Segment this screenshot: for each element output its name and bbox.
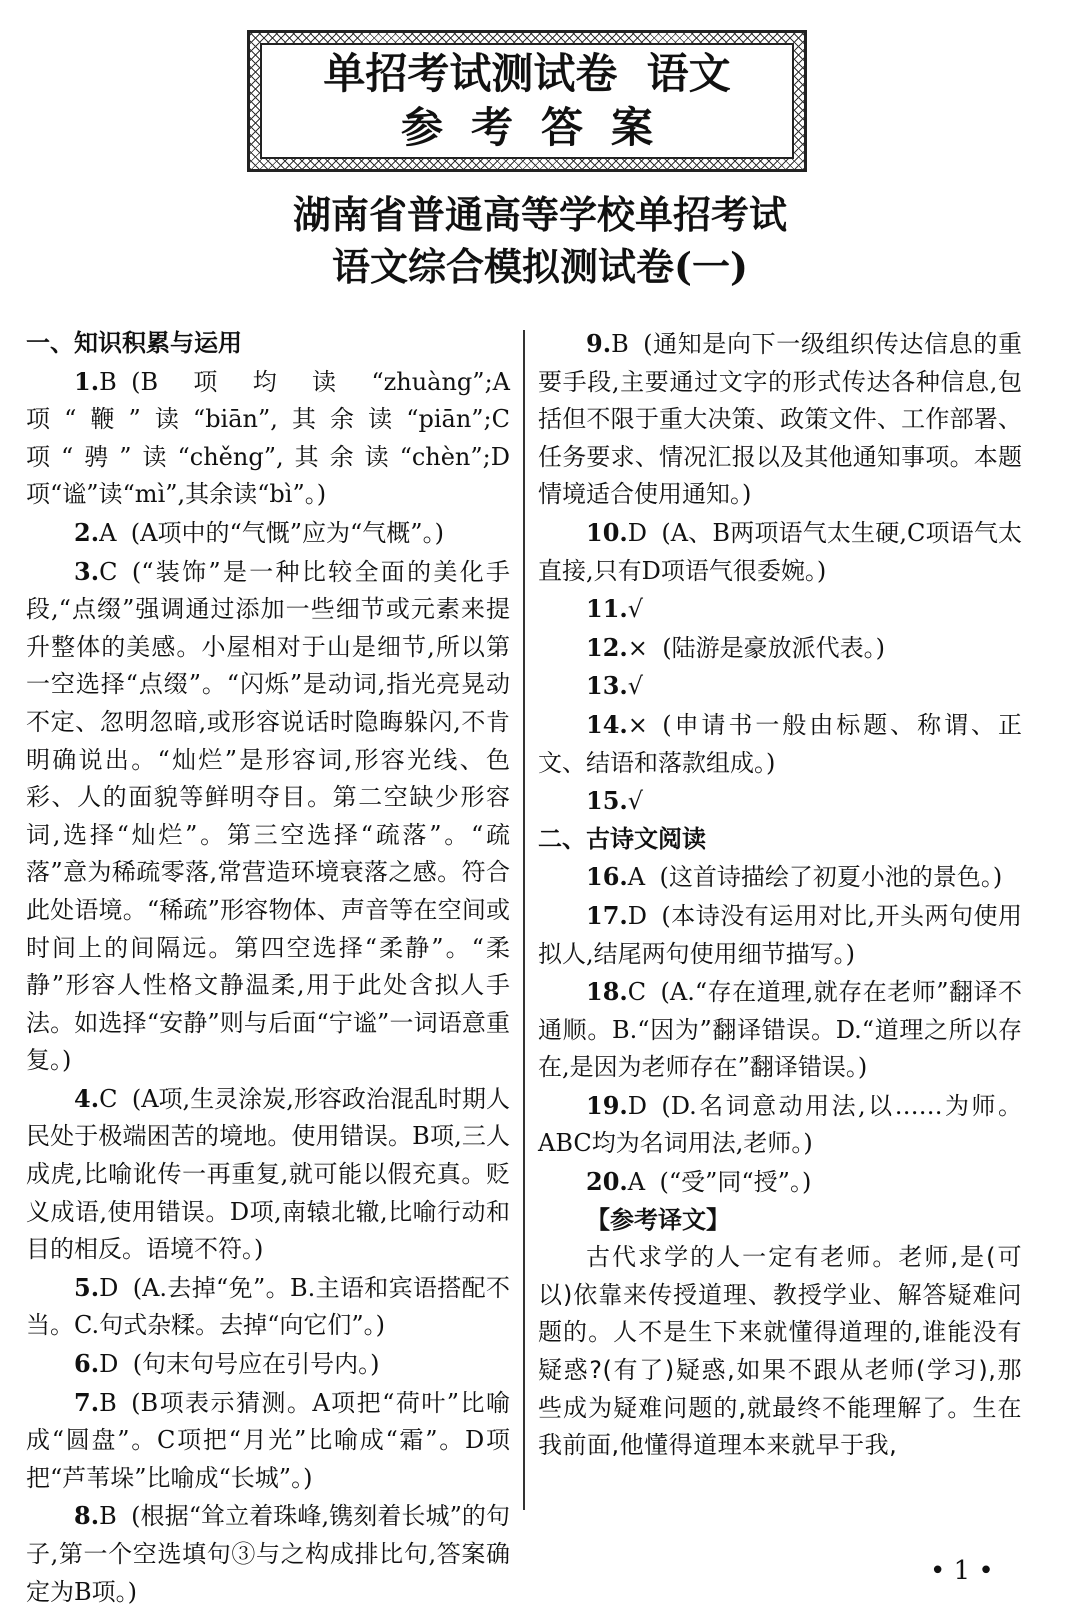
answer-item [538, 514, 1022, 590]
page-number: • 1 • [930, 1556, 994, 1586]
answer-choice: D [99, 1273, 119, 1302]
question-number: 18. [586, 977, 628, 1007]
answer-explanation: (A、B两项语气太生硬,C项语气太直接,只有D项语气很委婉。) [538, 518, 1022, 585]
answer-choice: D [99, 1350, 119, 1379]
answer-item [26, 514, 510, 553]
column-divider [523, 330, 525, 1510]
answer-choice: √ [627, 787, 644, 816]
answer-choice: A [627, 1168, 646, 1197]
answer-item [26, 1384, 510, 1498]
answer-choice: B [99, 367, 117, 396]
answer-item [538, 325, 1022, 514]
question-number: 17. [586, 900, 628, 930]
answer-item [538, 1163, 1022, 1202]
answer-item [538, 667, 1022, 706]
question-number: 16. [586, 862, 628, 892]
answer-explanation: (A项中的“气慨”应为“气概”。) [130, 518, 444, 547]
banner-title-line2: 参考答案 [400, 103, 681, 152]
question-number: 15. [586, 786, 628, 816]
answer-explanation: (陆游是豪放派代表。) [662, 633, 885, 662]
answer-choice: D [627, 518, 648, 547]
answer-explanation: (B项表示猜测。A项把“荷叶”比喻成“圆盘”。C项把“月光”比喻成“霜”。D项把“芦苇垛”比喻成“长城”。) [26, 1388, 510, 1492]
question-number: 9. [586, 329, 612, 358]
question-number: 6. [74, 1349, 100, 1379]
answer-choice: √ [627, 595, 644, 624]
answer-choice: B [99, 1388, 117, 1417]
banner-title-line1: 单招考试测试卷 语文 [323, 49, 731, 98]
answer-explanation: (根据“耸立着珠峰,镌刻着长城”的句子,第一个空选填句③与之构成排比句,答案确定为B项。) [26, 1502, 510, 1606]
answer-item [538, 782, 1022, 821]
answer-explanation: (A.“存在道理,就存在老师”翻译不通顺。B.“因为”翻译错误。D.“道理之所以存在,是因为老师存在”翻译错误。) [538, 978, 1022, 1082]
answer-item [538, 973, 1022, 1087]
exam-title-line2: 语文综合模拟测试卷(一) [332, 244, 748, 289]
answer-choice: √ [627, 672, 644, 701]
question-number: 4. [74, 1083, 100, 1113]
answer-choice: C [99, 557, 118, 586]
answer-item [26, 1345, 510, 1384]
section-heading: 一、知识积累与运用 [26, 329, 242, 357]
question-number: 13. [586, 671, 628, 701]
answer-explanation: (句末句号应在引号内。) [132, 1350, 380, 1379]
exam-title-line1: 湖南省普通高等学校单招考试 [292, 192, 787, 237]
answer-item [26, 1080, 510, 1269]
question-number: 5. [74, 1272, 100, 1302]
answer-item [26, 1269, 510, 1345]
answer-item [538, 590, 1022, 629]
answer-item [538, 897, 1022, 973]
answer-choice: C [627, 978, 647, 1007]
answer-explanation: (这首诗描绘了初夏小池的景色。) [659, 863, 1003, 892]
answer-choice: D [627, 901, 648, 930]
answer-item [26, 1497, 510, 1611]
answer-choice: A [627, 863, 646, 892]
answer-item [538, 629, 1022, 668]
answer-choice: C [99, 1084, 118, 1113]
question-number: 12. [586, 632, 628, 662]
answer-explanation: (本诗没有运用对比,开头两句使用拟人,结尾两句使用细节描写。) [538, 901, 1022, 968]
answer-choice: B [611, 330, 629, 358]
answer-explanation: (D.名词意动用法,以……为师。ABC均为名词用法,老师。) [538, 1091, 1022, 1158]
answer-choice: A [99, 518, 117, 547]
question-number: 2. [74, 517, 100, 547]
translation-text: 古代求学的人一定有老师。老师,是(可以)依靠来传授道理、教授学业、解答疑难问题的。人不是生下来就懂得道理的,谁能没有疑惑?(有了)疑惑,如果不跟从老师(学习),那些成为疑难问题的,就最终不能理解了。生在我前面,他懂得道理本来就早于我, [538, 1243, 1022, 1460]
question-number: 19. [586, 1090, 628, 1120]
answer-choice: B [99, 1502, 117, 1531]
title-banner-inner [260, 43, 794, 159]
answer-item [538, 858, 1022, 897]
question-number: 3. [74, 556, 100, 586]
question-number: 1. [74, 366, 100, 396]
question-number: 8. [74, 1501, 100, 1531]
answer-explanation: (B项均读“zhuàng”;A项“鞭”读“biān”,其余读“piān”;C项“骋”读“chěng”,其余读“chèn”;D项“谧”读“mì”,其余读“bì”。) [26, 367, 510, 509]
answer-explanation: (“受”同“授”。) [659, 1168, 812, 1197]
answer-explanation: (A项,生灵涂炭,形容政治混乱时期人民处于极端困苦的境地。使用错误。B项,三人成虎,比喻讹传一再重复,就可能以假充真。贬义成语,使用错误。D项,南辕北辙,比喻行动和目的相反。语境不符。) [26, 1084, 510, 1264]
question-number: 20. [586, 1167, 628, 1197]
question-number: 14. [586, 709, 628, 739]
answer-item [538, 1087, 1022, 1163]
answer-explanation: (A.去掉“免”。B.主语和宾语搭配不当。C.句式杂糅。去掉“向它们”。) [26, 1273, 510, 1340]
question-number: 10. [586, 517, 628, 547]
answer-explanation: (“装饰”是一种比较全面的美化手段,“点缀”强调通过添加一些细节或元素来提升整体的美感。小屋相对于山是细节,所以第一空选择“点缀”。“闪烁”是动词,指光亮晃动不定、忽明忽暗,或形容说话时隐晦躲闪,不肯明确说出。“灿烂”是形容词,形容光线、色彩、人的面貌等鲜明夺目。第二空缺少形容词,选择“灿烂”。第三空选择“疏落”。“疏落”意为稀疏零落,常营造环境衰落之感。符合此处语境。“稀疏”形容物体、声音等在空间或时间上的间隔远。第四空选择“柔静”。“柔静”形容人性格文静温柔,用于此处含拟人手法。如选择“安静”则与后面“宁谧”一词语意重复。) [26, 557, 510, 1075]
translation-heading: 【参考译文】 [586, 1205, 730, 1234]
section-heading: 二、古诗文阅读 [538, 824, 706, 853]
answer-explanation: (申请书一般由标题、称谓、正文、结语和落款组成。) [538, 710, 1022, 777]
answer-choice: D [627, 1091, 648, 1120]
answer-choice: × [627, 633, 648, 662]
answer-choice: × [627, 710, 648, 739]
answer-item [538, 706, 1022, 782]
answer-item [26, 363, 510, 514]
answer-explanation: (通知是向下一级组织传达信息的重要手段,主要通过文字的形式传达各种信息,包括但不限于重大决策、政策文件、工作部署、任务要求、情况汇报以及其他通知事项。本题情境适合使用通知。) [538, 330, 1022, 509]
question-number: 7. [74, 1387, 100, 1417]
right-column [538, 325, 1022, 1540]
left-column [26, 325, 510, 1606]
question-number: 11. [586, 594, 628, 624]
title-banner [247, 30, 807, 172]
answer-item [26, 553, 510, 1080]
